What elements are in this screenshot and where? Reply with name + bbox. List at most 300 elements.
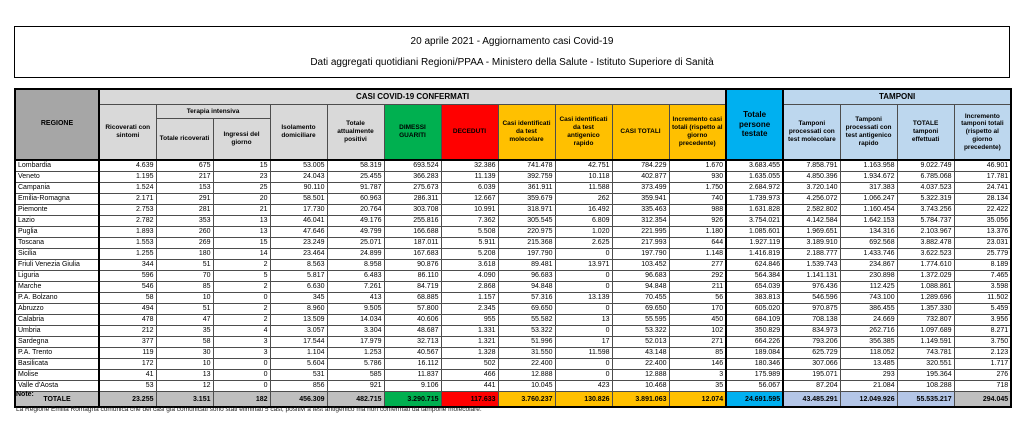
cell-incremento-tamponi: 7.465 [954,271,1011,282]
cell-terapia-intensiva-ingressi: 2 [213,304,270,315]
cell-tamponi-antigenico: 13.485 [840,359,897,370]
cell-casi-test-molecolare: 220.975 [498,227,555,238]
cell-casi-test-molecolare: 10.045 [498,381,555,392]
cell-totale-tamponi: 1.149.591 [897,337,954,348]
table-row [15,172,1011,183]
note-text: La Regione Emilia Romagna comunica che dei casi già comunicati sono stati eliminati 5 casi, positivi a test antigenico ma non confermati da tampone molecolare. [16,406,482,413]
cell-dimessi-guariti: 84.719 [384,282,441,293]
cell-dimessi-guariti: 255.816 [384,216,441,227]
table-row [15,315,1011,326]
cell-incremento-casi: 271 [669,337,726,348]
cell-incremento-tamponi: 25.779 [954,249,1011,260]
column-header-incremento-tamponi: Incremento tamponi totali (rispetto al giorno precedente) [954,105,1011,161]
cell-terapia-intensiva-ingressi: 14 [213,249,270,260]
cell-totale-positivi: 25.071 [327,238,384,249]
cell-deceduti: 7.362 [441,216,498,227]
cell-casi-test-molecolare: 31.550 [498,348,555,359]
cell-ricoverati-con-sintomi: 1.553 [99,238,156,249]
cell-terapia-intensiva-ingressi: 4 [213,326,270,337]
cell-terapia-intensiva-ingressi: 5 [213,271,270,282]
cell-terapia-intensiva-ingressi: 0 [213,370,270,381]
cell-incremento-casi: 1.750 [669,183,726,194]
cell-tamponi-molecolare: 3.189.910 [783,238,840,249]
cell-casi-test-antigenico: 1.020 [555,227,612,238]
cell-casi-totali: 52.013 [612,337,669,348]
cell-terapia-intensiva-totale: 675 [156,160,213,172]
cell-incremento-casi: 930 [669,172,726,183]
cell-isolamento-domiciliare: 531 [270,370,327,381]
cell-terapia-intensiva-ingressi: 20 [213,194,270,205]
totale-cell-casi-test-antigenico: 130.826 [555,392,612,408]
cell-tamponi-antigenico: 118.052 [840,348,897,359]
cell-totale-positivi: 25.455 [327,172,384,183]
cell-incremento-casi: 1.670 [669,160,726,172]
column-header-tamponi-totale: TOTALE tamponi effettuati [897,105,954,161]
cell-totale-tamponi: 1.097.689 [897,326,954,337]
cell-totale-positivi: 91.787 [327,183,384,194]
cell-incremento-casi: 170 [669,304,726,315]
cell-totale-tamponi: 1.774.610 [897,260,954,271]
cell-terapia-intensiva-totale: 30 [156,348,213,359]
table-row [15,271,1011,282]
cell-persone-testate: 2.684.972 [726,183,783,194]
column-header-ti-ingressi: Ingressi del giorno [213,119,270,161]
cell-incremento-tamponi: 11.502 [954,293,1011,304]
cell-persone-testate: 3.683.455 [726,160,783,172]
cell-deceduti: 2.868 [441,282,498,293]
cell-casi-totali: 12.888 [612,370,669,381]
cell-ricoverati-con-sintomi: 212 [99,326,156,337]
cell-persone-testate: 180.346 [726,359,783,370]
cell-casi-test-molecolare: 359.679 [498,194,555,205]
cell-incremento-tamponi: 8.189 [954,260,1011,271]
cell-incremento-tamponi: 22.422 [954,205,1011,216]
cell-terapia-intensiva-totale: 10 [156,293,213,304]
cell-totale-tamponi: 9.022.749 [897,160,954,172]
cell-totale-tamponi: 1.357.330 [897,304,954,315]
cell-terapia-intensiva-totale: 180 [156,249,213,260]
region-name: Veneto [15,172,99,183]
cell-isolamento-domiciliare: 53.005 [270,160,327,172]
cell-incremento-casi: 1.180 [669,227,726,238]
totale-cell-dimessi-guariti: 3.290.715 [384,392,441,408]
cell-totale-tamponi: 5.784.737 [897,216,954,227]
column-header-tamponi-antigenico: Tamponi processati con test antigenico rapido [840,105,897,161]
cell-terapia-intensiva-totale: 51 [156,260,213,271]
cell-casi-test-antigenico: 262 [555,194,612,205]
cell-tamponi-molecolare: 2.582.802 [783,205,840,216]
cell-deceduti: 2.345 [441,304,498,315]
cell-terapia-intensiva-ingressi: 23 [213,172,270,183]
cell-casi-test-molecolare: 215.368 [498,238,555,249]
cell-incremento-tamponi: 3.598 [954,282,1011,293]
cell-totale-positivi: 7.261 [327,282,384,293]
cell-casi-test-antigenico: 6.809 [555,216,612,227]
cell-incremento-casi: 3 [669,370,726,381]
cell-totale-tamponi: 4.037.523 [897,183,954,194]
cell-dimessi-guariti: 11.837 [384,370,441,381]
totale-cell-casi-totali: 3.891.063 [612,392,669,408]
table-row [15,260,1011,271]
cell-casi-totali: 96.683 [612,271,669,282]
column-header-ti-totale: Totale ricoverati [156,119,213,161]
cell-casi-totali: 53.322 [612,326,669,337]
cell-isolamento-domiciliare: 47.646 [270,227,327,238]
column-header-casi-antigenico: Casi identificati da test antigenico rapido [555,105,612,161]
table-row [15,304,1011,315]
cell-ricoverati-con-sintomi: 58 [99,293,156,304]
cell-casi-totali: 94.848 [612,282,669,293]
cell-tamponi-antigenico: 1.642.153 [840,216,897,227]
cell-deceduti: 6.039 [441,183,498,194]
cell-terapia-intensiva-ingressi: 2 [213,315,270,326]
cell-tamponi-molecolare: 970.875 [783,304,840,315]
cell-casi-test-antigenico: 0 [555,282,612,293]
cell-casi-test-molecolare: 55.582 [498,315,555,326]
cell-casi-test-antigenico: 0 [555,249,612,260]
column-header-persone-testate: Totale persone testate [726,89,783,160]
cell-persone-testate: 654.039 [726,282,783,293]
cell-totale-positivi: 6.483 [327,271,384,282]
cell-persone-testate: 175.989 [726,370,783,381]
cell-incremento-casi: 450 [669,315,726,326]
cell-totale-tamponi: 5.322.319 [897,194,954,205]
cell-casi-totali: 373.499 [612,183,669,194]
cell-deceduti: 3.618 [441,260,498,271]
cell-totale-positivi: 921 [327,381,384,392]
region-name: Lazio [15,216,99,227]
cell-isolamento-domiciliare: 90.110 [270,183,327,194]
cell-casi-test-molecolare: 12.888 [498,370,555,381]
cell-dimessi-guariti: 275.673 [384,183,441,194]
cell-terapia-intensiva-totale: 47 [156,315,213,326]
cell-incremento-tamponi: 1.717 [954,359,1011,370]
cell-totale-tamponi: 732.807 [897,315,954,326]
cell-isolamento-domiciliare: 58.501 [270,194,327,205]
cell-deceduti: 5.508 [441,227,498,238]
cell-totale-positivi: 49.176 [327,216,384,227]
region-name: Toscana [15,238,99,249]
cell-incremento-casi: 211 [669,282,726,293]
cell-terapia-intensiva-totale: 51 [156,304,213,315]
cell-casi-test-molecolare: 53.322 [498,326,555,337]
cell-totale-positivi: 24.899 [327,249,384,260]
cell-deceduti: 10.991 [441,205,498,216]
cell-terapia-intensiva-totale: 353 [156,216,213,227]
cell-isolamento-domiciliare: 23.249 [270,238,327,249]
cell-dimessi-guariti: 366.283 [384,172,441,183]
cell-persone-testate: 1.635.055 [726,172,783,183]
cell-deceduti: 12.667 [441,194,498,205]
cell-dimessi-guariti: 16.112 [384,359,441,370]
cell-totale-positivi: 17.979 [327,337,384,348]
cell-ricoverati-con-sintomi: 119 [99,348,156,359]
table-row [15,282,1011,293]
cell-isolamento-domiciliare: 1.104 [270,348,327,359]
table-row [15,326,1011,337]
group-header-tamponi: TAMPONI [783,89,1011,105]
cell-tamponi-molecolare: 4.850.396 [783,172,840,183]
region-name: Umbria [15,326,99,337]
cell-deceduti: 1.157 [441,293,498,304]
cell-casi-totali: 43.148 [612,348,669,359]
cell-casi-test-molecolare: 57.316 [498,293,555,304]
cell-dimessi-guariti: 86.110 [384,271,441,282]
cell-incremento-casi: 292 [669,271,726,282]
cell-incremento-tamponi: 276 [954,370,1011,381]
cell-casi-test-antigenico: 11.598 [555,348,612,359]
cell-ricoverati-con-sintomi: 344 [99,260,156,271]
totale-cell-casi-test-molecolare: 3.760.237 [498,392,555,408]
table-row [15,216,1011,227]
table-row [15,194,1011,205]
cell-terapia-intensiva-totale: 260 [156,227,213,238]
cell-terapia-intensiva-ingressi: 15 [213,160,270,172]
cell-terapia-intensiva-totale: 281 [156,205,213,216]
cell-ricoverati-con-sintomi: 4.639 [99,160,156,172]
cell-casi-totali: 22.400 [612,359,669,370]
cell-tamponi-antigenico: 24.669 [840,315,897,326]
cell-dimessi-guariti: 167.683 [384,249,441,260]
cell-totale-tamponi: 3.622.523 [897,249,954,260]
note-label: Note: [16,391,34,398]
cell-terapia-intensiva-totale: 10 [156,359,213,370]
cell-incremento-tamponi: 24.741 [954,183,1011,194]
cell-persone-testate: 624.846 [726,260,783,271]
cell-terapia-intensiva-ingressi: 25 [213,183,270,194]
totale-cell-tamponi-molecolare: 43.485.291 [783,392,840,408]
cell-isolamento-domiciliare: 17.544 [270,337,327,348]
cell-deceduti: 502 [441,359,498,370]
cell-totale-positivi: 585 [327,370,384,381]
cell-tamponi-molecolare: 1.141.131 [783,271,840,282]
region-name: Marche [15,282,99,293]
cell-terapia-intensiva-ingressi: 3 [213,337,270,348]
cell-isolamento-domiciliare: 856 [270,381,327,392]
totale-cell-deceduti: 117.633 [441,392,498,408]
cell-deceduti: 5.911 [441,238,498,249]
totale-cell-tamponi-antigenico: 12.049.926 [840,392,897,408]
cell-totale-tamponi: 320.551 [897,359,954,370]
table-row [15,348,1011,359]
cell-tamponi-antigenico: 1.433.746 [840,249,897,260]
cell-terapia-intensiva-totale: 85 [156,282,213,293]
cell-incremento-casi: 85 [669,348,726,359]
cell-casi-test-molecolare: 392.759 [498,172,555,183]
column-header-row [15,105,1011,119]
cell-casi-test-antigenico: 0 [555,370,612,381]
column-header-casi-molecolare: Casi identificati da test molecolare [498,105,555,161]
cell-casi-test-molecolare: 69.650 [498,304,555,315]
cell-totale-positivi: 58.319 [327,160,384,172]
region-name: Abruzzo [15,304,99,315]
cell-terapia-intensiva-totale: 269 [156,238,213,249]
cell-deceduti: 466 [441,370,498,381]
cell-totale-positivi: 3.304 [327,326,384,337]
cell-dimessi-guariti: 9.106 [384,381,441,392]
cell-terapia-intensiva-ingressi: 2 [213,260,270,271]
column-header-isolamento: Isolamento domiciliare [270,105,327,161]
cell-incremento-tamponi: 46.901 [954,160,1011,172]
cell-casi-test-antigenico: 13.971 [555,260,612,271]
region-name: Calabria [15,315,99,326]
cell-incremento-tamponi: 28.134 [954,194,1011,205]
table-row [15,381,1011,392]
covid-data-table [14,88,1012,408]
cell-totale-positivi: 14.034 [327,315,384,326]
cell-casi-test-antigenico: 0 [555,326,612,337]
totale-cell-persone-testate: 24.691.595 [726,392,783,408]
totale-cell-ricoverati-con-sintomi: 23.255 [99,392,156,408]
cell-casi-test-molecolare: 361.911 [498,183,555,194]
cell-ricoverati-con-sintomi: 1.524 [99,183,156,194]
table-row [15,370,1011,381]
column-header-deceduti: DECEDUTI [441,105,498,161]
cell-dimessi-guariti: 693.524 [384,160,441,172]
cell-persone-testate: 605.020 [726,304,783,315]
cell-incremento-tamponi: 23.031 [954,238,1011,249]
cell-casi-test-molecolare: 96.683 [498,271,555,282]
cell-casi-test-antigenico: 0 [555,304,612,315]
cell-terapia-intensiva-ingressi: 2 [213,282,270,293]
region-name: Puglia [15,227,99,238]
cell-deceduti: 441 [441,381,498,392]
cell-casi-totali: 197.790 [612,249,669,260]
cell-terapia-intensiva-totale: 291 [156,194,213,205]
table-row [15,249,1011,260]
cell-casi-test-antigenico: 0 [555,359,612,370]
cell-totale-positivi: 49.799 [327,227,384,238]
cell-ricoverati-con-sintomi: 1.255 [99,249,156,260]
title-line-2: Dati aggregati quotidiani Regioni/PPAA - Ministero della Salute - Istituto Superiore di Sanità [310,56,714,68]
cell-casi-test-antigenico: 13 [555,315,612,326]
column-header-positivi: Totale attualmente positivi [327,105,384,161]
region-name: Sardegna [15,337,99,348]
cell-casi-test-molecolare: 94.848 [498,282,555,293]
cell-tamponi-antigenico: 1.163.958 [840,160,897,172]
cell-dimessi-guariti: 187.011 [384,238,441,249]
cell-casi-test-molecolare: 305.545 [498,216,555,227]
cell-deceduti: 11.139 [441,172,498,183]
cell-casi-test-molecolare: 741.478 [498,160,555,172]
cell-incremento-casi: 740 [669,194,726,205]
cell-tamponi-molecolare: 625.729 [783,348,840,359]
cell-incremento-tamponi: 35.056 [954,216,1011,227]
totale-cell-incremento-casi: 12.074 [669,392,726,408]
cell-casi-test-molecolare: 197.790 [498,249,555,260]
title-box [14,26,1010,78]
cell-ricoverati-con-sintomi: 478 [99,315,156,326]
cell-deceduti: 5.208 [441,249,498,260]
region-name: Sicilia [15,249,99,260]
cell-ricoverati-con-sintomi: 546 [99,282,156,293]
cell-casi-totali: 70.455 [612,293,669,304]
totale-cell-totale-positivi: 482.715 [327,392,384,408]
cell-tamponi-molecolare: 708.138 [783,315,840,326]
cell-tamponi-antigenico: 1.066.247 [840,194,897,205]
cell-ricoverati-con-sintomi: 172 [99,359,156,370]
cell-tamponi-molecolare: 195.071 [783,370,840,381]
cell-incremento-casi: 146 [669,359,726,370]
cell-casi-totali: 784.229 [612,160,669,172]
column-header-incremento-casi: Incremento casi totali (rispetto al giorno precedente) [669,105,726,161]
cell-tamponi-antigenico: 317.383 [840,183,897,194]
cell-terapia-intensiva-ingressi: 0 [213,381,270,392]
region-name: Emilia-Romagna [15,194,99,205]
cell-deceduti: 32.386 [441,160,498,172]
cell-casi-totali: 69.650 [612,304,669,315]
cell-casi-test-antigenico: 10.118 [555,172,612,183]
cell-dimessi-guariti: 303.708 [384,205,441,216]
cell-ricoverati-con-sintomi: 2.171 [99,194,156,205]
cell-isolamento-domiciliare: 5.817 [270,271,327,282]
cell-terapia-intensiva-ingressi: 13 [213,216,270,227]
cell-persone-testate: 56.067 [726,381,783,392]
cell-totale-tamponi: 108.288 [897,381,954,392]
cell-ricoverati-con-sintomi: 53 [99,381,156,392]
cell-casi-totali: 221.995 [612,227,669,238]
cell-casi-totali: 312.354 [612,216,669,227]
cell-tamponi-antigenico: 262.716 [840,326,897,337]
cell-terapia-intensiva-ingressi: 15 [213,238,270,249]
cell-ricoverati-con-sintomi: 596 [99,271,156,282]
cell-isolamento-domiciliare: 24.043 [270,172,327,183]
cell-isolamento-domiciliare: 3.057 [270,326,327,337]
cell-totale-tamponi: 6.785.068 [897,172,954,183]
cell-tamponi-molecolare: 3.720.140 [783,183,840,194]
cell-casi-test-antigenico: 11.588 [555,183,612,194]
cell-casi-test-molecolare: 89.481 [498,260,555,271]
cell-tamponi-antigenico: 386.455 [840,304,897,315]
cell-tamponi-antigenico: 692.568 [840,238,897,249]
cell-dimessi-guariti: 57.800 [384,304,441,315]
cell-tamponi-antigenico: 134.316 [840,227,897,238]
cell-totale-positivi: 20.764 [327,205,384,216]
cell-incremento-tamponi: 13.376 [954,227,1011,238]
cell-dimessi-guariti: 286.311 [384,194,441,205]
column-header-ricoverati: Ricoverati con sintomi [99,105,156,161]
table-row [15,227,1011,238]
cell-casi-test-molecolare: 51.996 [498,337,555,348]
cell-tamponi-antigenico: 112.425 [840,282,897,293]
cell-tamponi-molecolare: 793.206 [783,337,840,348]
cell-tamponi-molecolare: 7.858.791 [783,160,840,172]
cell-tamponi-molecolare: 4.256.072 [783,194,840,205]
cell-ricoverati-con-sintomi: 2.782 [99,216,156,227]
cell-incremento-casi: 1.148 [669,249,726,260]
cell-isolamento-domiciliare: 13.509 [270,315,327,326]
table-row [15,238,1011,249]
region-name: Valle d'Aosta [15,381,99,392]
cell-totale-positivi: 9.505 [327,304,384,315]
cell-totale-tamponi: 3.743.256 [897,205,954,216]
cell-tamponi-antigenico: 230.898 [840,271,897,282]
cell-incremento-casi: 102 [669,326,726,337]
cell-incremento-tamponi: 718 [954,381,1011,392]
region-name: Campania [15,183,99,194]
table-row [15,359,1011,370]
totale-cell-terapia-intensiva-ingressi: 182 [213,392,270,408]
cell-terapia-intensiva-ingressi: 0 [213,293,270,304]
cell-incremento-casi: 644 [669,238,726,249]
column-header-tamponi-molecolare: Tamponi processati con test molecolare [783,105,840,161]
cell-totale-positivi: 413 [327,293,384,304]
cell-incremento-tamponi: 5.459 [954,304,1011,315]
totale-cell-isolamento-domiciliare: 456.309 [270,392,327,408]
cell-persone-testate: 664.226 [726,337,783,348]
cell-terapia-intensiva-totale: 12 [156,381,213,392]
table-row [15,337,1011,348]
